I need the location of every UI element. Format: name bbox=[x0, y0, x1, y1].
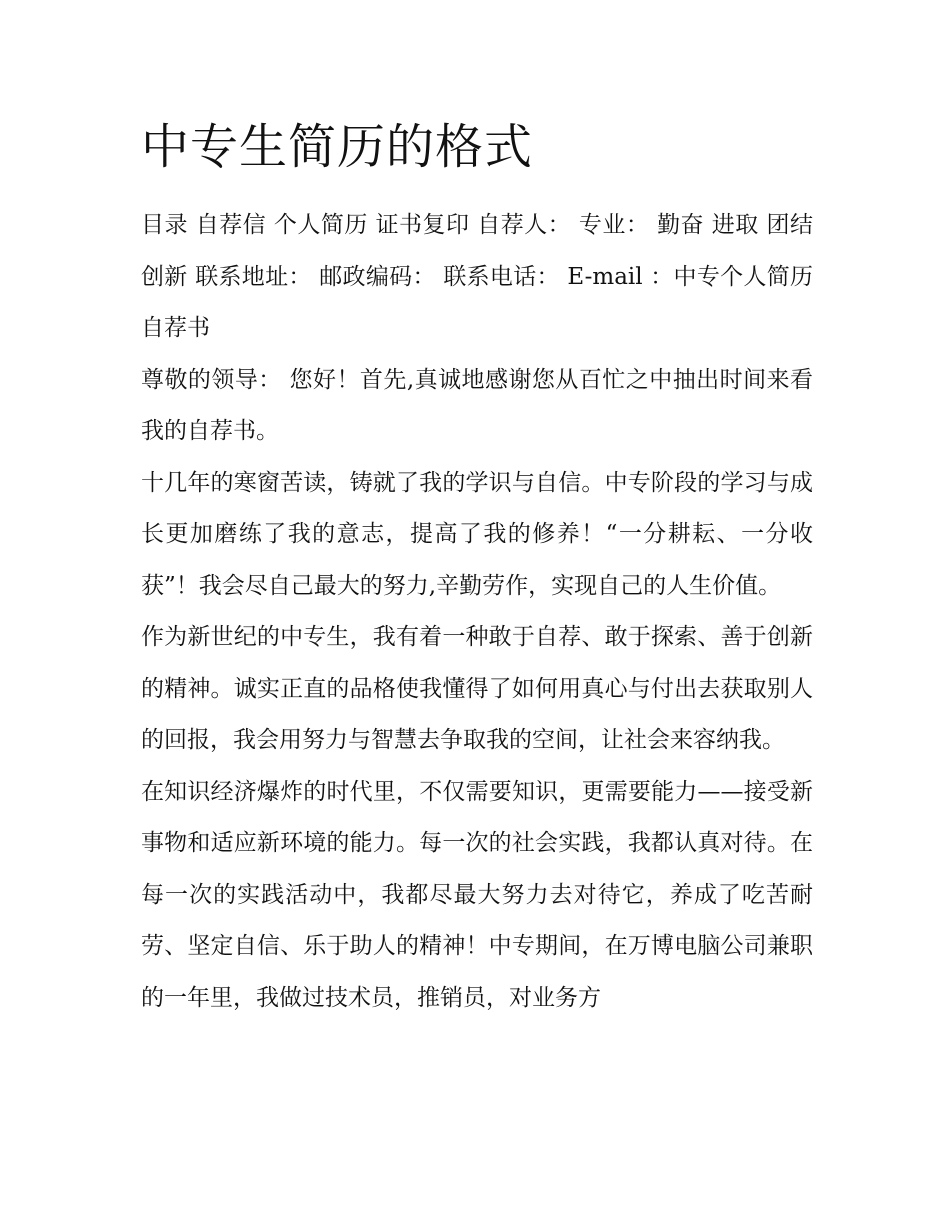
paragraph-study: 十几年的寒窗苦读，铸就了我的学识与自信。中专阶段的学习与成长更加磨练了我的意志，提高了我的修养！“一分耕耘、一分收获”！我会尽自己最大的努力,辛勤劳作，实现自己的人生价值。 bbox=[141, 469, 813, 599]
paragraph-table-of-contents: 目录 自荐信 个人简历 证书复印 自荐人： 专业： 勤奋 进取 团结 创新 联系地址： 邮政编码： 联系电话： E-mail ：中专个人简历 自荐书 bbox=[141, 212, 813, 341]
paragraph-practice: 在知识经济爆炸的时代里，不仅需要知识，更需要能力——接受新事物和适应新环境的能力。每一次的社会实践，我都认真对待。在每一次的实践活动中，我都尽最大努力去对待它，养成了吃苦耐劳、坚定自信、乐于助人的精神！中专期间，在万博电脑公司兼职的一年里，我做过技术员，推销员，对业务方 bbox=[141, 778, 813, 1011]
paragraph-greeting: 尊敬的领导： 您好！首先,真诚地感谢您从百忙之中抽出时间来看我的自荐书。 bbox=[141, 366, 813, 444]
document-title: 中专生简历的格式 bbox=[141, 119, 534, 175]
paragraph-spirit: 作为新世纪的中专生，我有着一种敢于自荐、敢于探索、善于创新的精神。诚实正直的品格使我懂得了如何用真心与付出去获取别人的回报，我会用努力与智慧去争取我的空间，让社会来容纳我。 bbox=[141, 624, 813, 753]
document-body bbox=[141, 112, 813, 1024]
